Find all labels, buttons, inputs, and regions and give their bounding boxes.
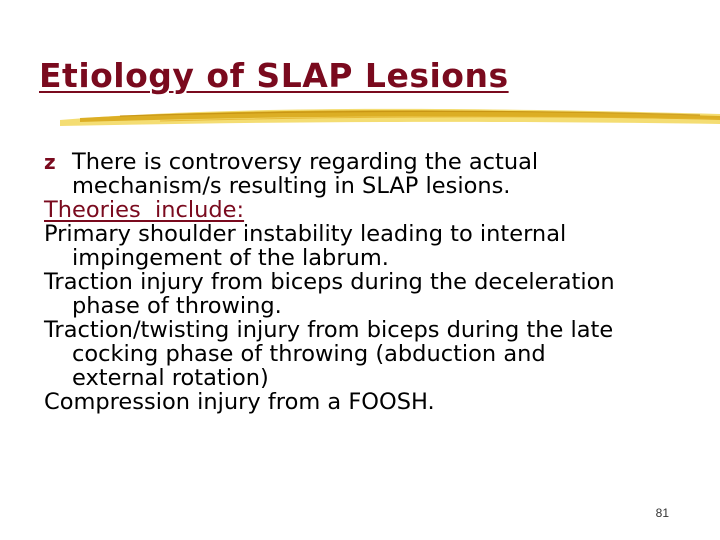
theory-item-line3: external rotation) [72,365,269,391]
theory-item-line2: phase of throwing. [72,293,282,319]
bullet-paragraph [44,150,704,198]
theories-heading [44,198,704,222]
theories-label: Theories include: [44,197,245,223]
theory-item [44,390,704,414]
theory-item-line2: cocking phase of throwing (abduction and [72,341,546,367]
page-number: 81 [655,506,669,520]
theory-item [44,318,704,390]
theory-item-line1: Compression injury from a FOOSH. [44,389,435,415]
theory-item [44,222,704,270]
bullet-text-line1: There is controversy regarding the actual [72,149,539,175]
slide-body [44,150,704,414]
theory-item [44,270,704,318]
bullet-text-line2: mechanism/s resulting in SLAP lesions. [72,173,511,199]
theory-item-line1: Primary shoulder instability leading to internal [44,221,567,247]
theory-item-line1: Traction injury from biceps during the deceleration [44,269,615,295]
theory-item-line1: Traction/twisting injury from biceps during the late [44,317,614,343]
bullet-icon: z [44,150,56,174]
theory-item-line2: impingement of the labrum. [72,245,389,271]
title-brush-stroke [60,98,720,138]
slide-title: Etiology of SLAP Lesions [39,56,509,95]
